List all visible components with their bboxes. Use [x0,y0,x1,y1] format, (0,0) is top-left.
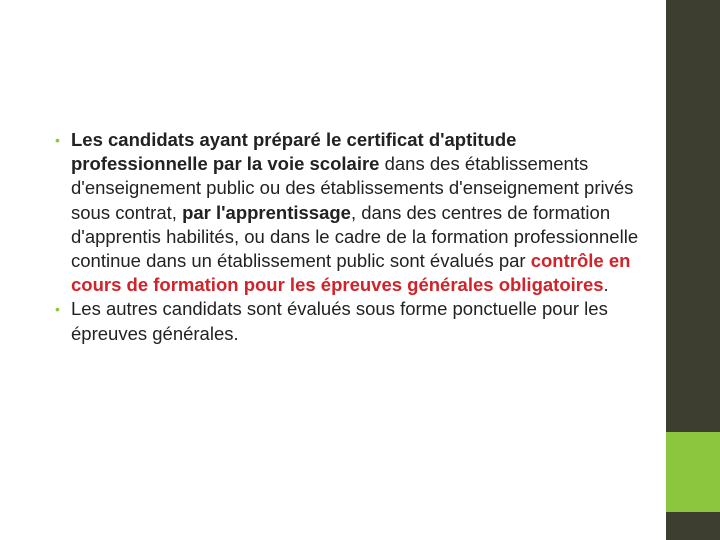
bold-phrase-apprentissage: par l'apprentissage [182,201,351,223]
bullet-text-end: . [603,274,609,296]
bullet-item-2 [55,297,640,345]
bullet-text: Les autres candidats sont évalués sous forme ponctuelle pour les épreuves générales. [71,298,608,344]
bullet-icon: • [55,132,60,148]
bullet-text-segment: dans des établissements d'enseignement public ou des établissements d'enseignement privés sous contrat, [71,153,634,223]
bullet-list [55,128,640,346]
side-accent-block [666,432,720,512]
bullet-icon: • [55,301,60,318]
bullet-item-1 [55,128,640,297]
bold-phrase-scolaire: Les candidats ayant préparé le certificat d'aptitude professionnelle par la voie scolaire [71,129,517,175]
bullet-text-segment: , dans des centres de formation d'apprentis habilités, ou dans le cadre de la formation professionnelle continue dans un établissement public sont évalués par [71,201,639,272]
highlight-phrase-controle: contrôle en cours de formation pour les épreuves générales obligatoires [71,250,631,296]
